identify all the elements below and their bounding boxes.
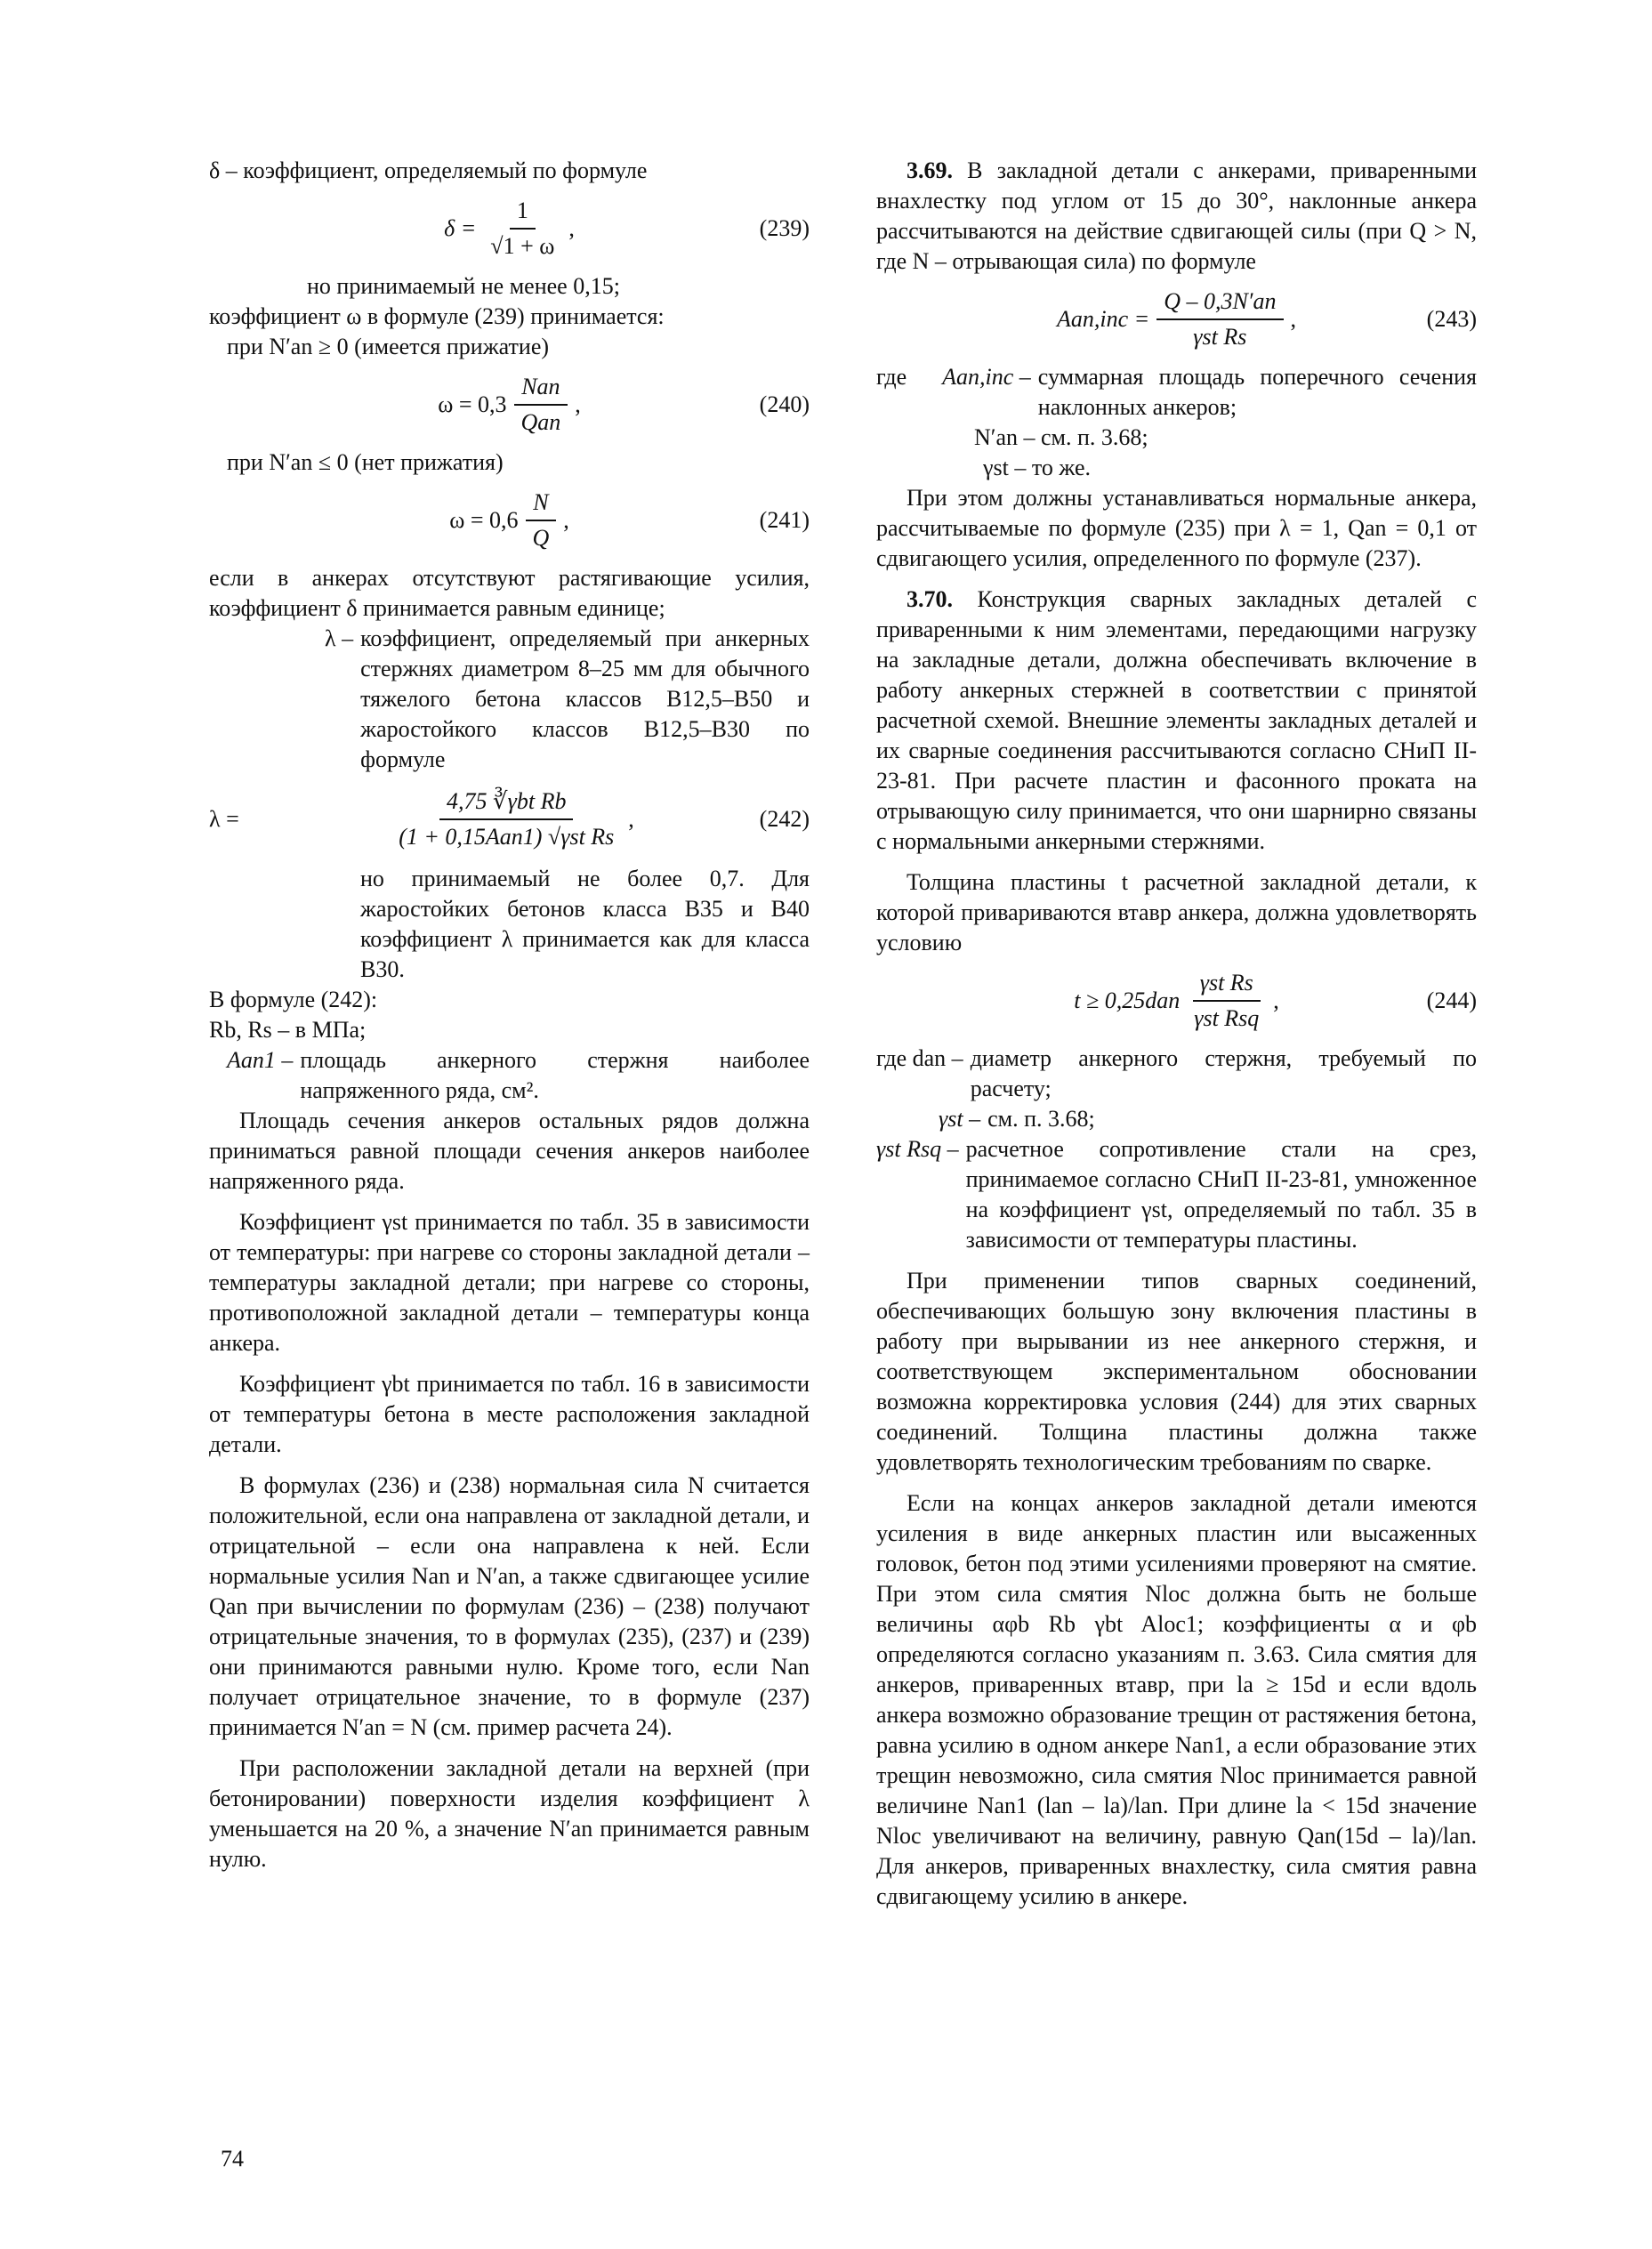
formula-241-number: (241) (759, 507, 810, 533)
gamma-st-text: см. п. 3.68; (987, 1106, 1095, 1132)
formula-239-numerator: 1 (510, 196, 536, 230)
formula-243-lhs: Aan,inc = (1056, 306, 1150, 332)
formula-244-numerator: γst Rs (1193, 968, 1261, 1002)
paragraph-gamma-bt: Коэффициент γbt принимается по табл. 16 в зависимости от температуры бетона в месте расположения закладной детали. (209, 1371, 810, 1457)
formula-241-lhs: ω = 0,6 (449, 507, 519, 533)
formula-239 (209, 186, 810, 271)
section-3-69-text: В закладной детали с анкерами, приваренными внахлестку под углом от 15 до 30°, наклонные анкера рассчитываются на действие сдвигающей силы (при Q > N, где N – отрывающая сила) по формуле (876, 157, 1477, 274)
formula-244-fraction (1187, 968, 1266, 1034)
lambda-text: коэффициент, определяемый при анкерных стержнях диаметром 8–25 мм для обычного тяжелого бетона классов В12,5–В50 и жаростойкого классов В12,5–В30 по формуле (360, 625, 810, 772)
paragraph-plate-thickness: Толщина пластины t расчетной закладной детали, к которой привариваются втавр анкера, должна удовлетворять условию (876, 869, 1477, 955)
formula-244 (876, 958, 1477, 1044)
section-3-69 (876, 156, 1477, 277)
formula-242-denominator: (1 + 0,15Aan1) √γst Rs (399, 824, 615, 850)
formula-242-numerator: 4,75 ∛γbt Rb (439, 786, 573, 820)
formula-240-tail: , (575, 391, 581, 417)
formula-243-fraction (1156, 286, 1283, 352)
formula-240-denominator: Qan (520, 409, 561, 435)
formula-239-number: (239) (759, 215, 810, 241)
in-formula-242: В формуле (242): (209, 987, 378, 1012)
gamma-st-definition (876, 1104, 1477, 1134)
formula-239-denominator: √1 + ω (490, 233, 555, 259)
formula-242 (209, 775, 810, 864)
units-note: Rb, Rs – в МПа; (209, 1017, 367, 1043)
section-3-70-text: Конструкция сварных закладных деталей с приваренными к ним элементами, передающими нагрузку на закладные детали, должна обеспечивать включение в работу анкерных стержней в соответствии с принятой расчетной схемой. Внешние элементы закладных деталей и их сварные соединения рассчитываются согласно СНиП II-23-81. При расчете пластин и фасонного проката на отрывающую силу принимается, что они шарнирно связаны с нормальными анкерными стержнями. (876, 586, 1477, 854)
formula-240-number: (240) (759, 391, 810, 417)
gamma-st-symbol: γst – (939, 1106, 981, 1132)
left-column (209, 156, 810, 1874)
formula-240 (209, 362, 810, 447)
lambda-definition (209, 624, 810, 775)
formula-239-lhs: δ = (444, 215, 477, 241)
formula-241-numerator: N (526, 488, 555, 521)
formula-242-lhs: λ = (209, 806, 239, 832)
case-1: при N′an ≥ 0 (имеется прижатие) (227, 334, 550, 359)
section-3-69-number: 3.69. (907, 157, 953, 183)
formula-240-numerator: Nan (514, 372, 567, 406)
section-3-70-number: 3.70. (907, 586, 953, 612)
formula-241-denominator: Q (532, 525, 550, 551)
rsq-definition (876, 1134, 1477, 1255)
right-column (876, 156, 1477, 1912)
paragraph-normal-force: В формулах (236) и (238) нормальная сила N считается положительной, если она направлена от закладной детали, и отрицательной – если она направлена к ней. Если нормальные усилия Nan и N′an, а также сдвигающее усилие Qan при вычислении по формулам (236) – (238) получают отрицательные значения, то в формулах (235), (237) и (239) они принимаются равными нулю. Кроме того, если Nan получает отрицательное значение, то в формуле (237) принимается N′an = N (см. пример расчета 24). (209, 1472, 810, 1740)
formula-243-denominator: γst Rs (1193, 324, 1247, 350)
paragraph-gamma-st: Коэффициент γst принимается по табл. 35 в зависимости от температуры: при нагреве со стороны закладной детали – температуры закладной детали; при нагреве со стороны, противоположной закладной детали – температуры конца анкера. (209, 1209, 810, 1356)
rsq-symbol: γst Rsq – (876, 1136, 959, 1162)
formula-243-tail: , (1290, 306, 1296, 332)
formula-241 (209, 478, 810, 563)
paragraph-top-surface: При расположении закладной детали на верхней (при бетонировании) поверхности изделия коэффициент λ уменьшается на 20 %, а значение N′an принимается равным нулю. (209, 1755, 810, 1872)
rsq-text: расчетное сопротивление стали на срез, принимаемое согласно СНиП II-23-81, умноженное на коэффициент γst, определяемый по табл. 35 в зависимости от температуры пластины. (965, 1136, 1477, 1253)
formula-242-fraction (391, 786, 621, 852)
aaninc-symbol: Aan,inc – (942, 364, 1031, 390)
paragraph-weld-types: При применении типов сварных соединений, обеспечивающих большую зону включения пластины в работу при вырывании из нее анкерного стержня, и соответствующем экспериментальном обосновании возможна корректировка условия (244) для этих сварных соединений. Толщина пластины должна также удовлетворять технологическим требованиям по сварке. (876, 1268, 1477, 1475)
paragraph-crushing: Если на концах анкеров закладной детали имеются усиления в виде анкерных пластин или высаженных головок, бетон под этими усилениями проверяют на смятие. При этом сила смятия Nloc должна быть не больше величины αφb Rb γbt Aloc1; коэффициенты α и φb определяются согласно указаниям п. 3.63. Сила смятия для анкеров, приваренных втавр, при la ≥ 15d и если вдоль анкера возможно образование трещин от растяжения бетона, равна усилию в одном анкере Nan1, а если образование этих трещин невозможно, сила смятия Nloc принимается равной величине Nan1 (lan – la)/lan. При длине la < 15d значение Nloc увеличивают на величину, равную Qan(15d – la)/lan. Для анкеров, приваренных внахлестку, сила смятия равна сдвигающему усилию в анкере. (876, 1490, 1477, 1909)
formula-243 (876, 277, 1477, 362)
formula-241-fraction (526, 488, 557, 553)
formula-243-number: (243) (1426, 306, 1477, 332)
no-tension-note: если в анкерах отсутствуют растягивающие усилия, коэффициент δ принимается равным единице; (209, 565, 810, 621)
formula-239-tail: , (568, 215, 575, 241)
formula-240-fraction (514, 372, 568, 438)
formula-242-number: (242) (759, 806, 810, 832)
where-label: где (876, 364, 907, 390)
paragraph-normal-anchors: При этом должны устанавливаться нормальные анкера, рассчитываемые по формуле (235) при λ = 1, Qan = 0,1 от сдвигающего усилия, определенного по формуле (237). (876, 485, 1477, 571)
dan-symbol: где dan – (876, 1045, 963, 1071)
aan1-definition (209, 1045, 810, 1106)
omega-intro: коэффициент ω в формуле (239) принимается: (209, 303, 665, 329)
dan-text: диаметр анкерного стержня, требуемый по расчету; (970, 1045, 1477, 1101)
formula-243-numerator: Q – 0,3N′an (1156, 286, 1283, 320)
lambda-note: но принимаемый не более 0,7. Для жаростойких бетонов класса В35 и В40 коэффициент λ принимается как для класса В30. (360, 866, 810, 982)
page-number: 74 (221, 2146, 244, 2172)
aan1-text: площадь анкерного стержня наиболее напряженного ряда, см². (300, 1047, 810, 1103)
gamma-st-reference: γst – то же. (983, 455, 1092, 480)
formula-244-denominator: γst Rsq (1194, 1005, 1260, 1031)
aaninc-definition (876, 362, 1477, 423)
section-3-70 (876, 584, 1477, 857)
formula-244-tail: , (1273, 987, 1279, 1013)
paragraph-anchor-area: Площадь сечения анкеров остальных рядов должна приниматься равной площади сечения анкеров наиболее напряженного ряда. (209, 1108, 810, 1194)
aan1-symbol: Aan1 – (227, 1047, 294, 1073)
formula-242-tail: , (628, 806, 634, 832)
formula-239-fraction (483, 196, 561, 262)
aaninc-text: суммарная площадь поперечного сечения наклонных анкеров; (1037, 364, 1477, 420)
formula-241-tail: , (563, 507, 569, 533)
case-2: при N′an ≤ 0 (нет прижатия) (227, 449, 504, 475)
dan-definition (876, 1044, 1477, 1104)
lambda-symbol: λ – (325, 625, 354, 651)
formula-244-number: (244) (1426, 987, 1477, 1013)
delta-definition: δ – коэффициент, определяемый по формуле (209, 157, 648, 183)
formula-240-lhs: ω = 0,3 (438, 391, 507, 417)
delta-note: но принимаемый не менее 0,15; (307, 273, 620, 299)
nan-reference: N′an – см. п. 3.68; (974, 424, 1148, 450)
formula-244-lhs: t ≥ 0,25dan (1074, 987, 1181, 1013)
